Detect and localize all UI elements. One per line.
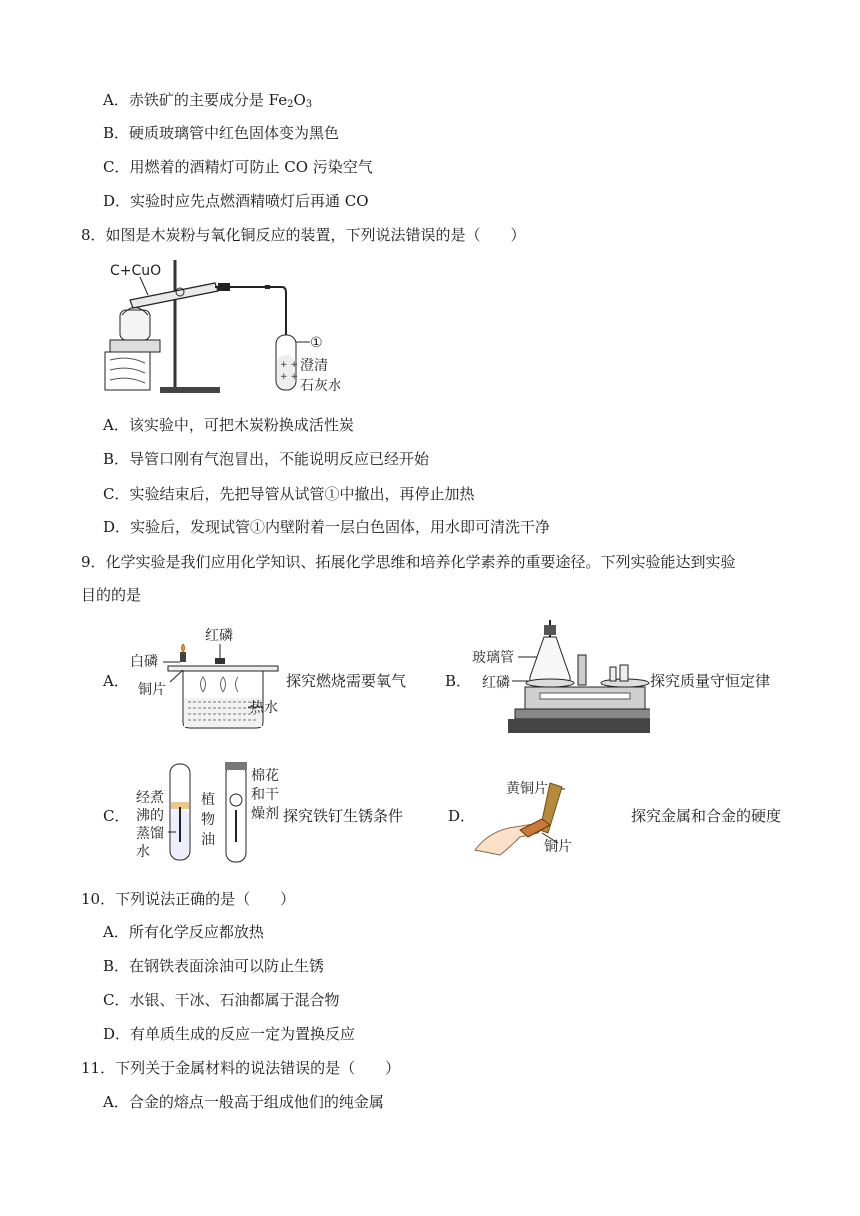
svg-text:棉花: 棉花 — [251, 768, 279, 784]
q8-option-a: A．该实验中，可把木炭粉换成活性炭 — [103, 416, 354, 434]
q8-option-d: D．实验后，发现试管①内壁附着一层白色固体，用水即可清洗干净 — [103, 518, 551, 536]
q9-option-c-letter: C． — [103, 807, 130, 825]
svg-text:红磷: 红磷 — [205, 628, 233, 644]
q10-option-a: A．所有化学反应都放热 — [103, 923, 264, 941]
q8-stem: 8．如图是木炭粉与氧化铜反应的装置，下列说法错误的是（ ） — [81, 226, 526, 244]
q8-apparatus-figure — [100, 255, 340, 400]
svg-text:+ +: + + — [280, 372, 298, 382]
q9-option-b-letter: B． — [445, 672, 472, 690]
q9-c-figure — [128, 762, 288, 867]
q8-label-limewater-2: 石灰水 — [300, 378, 340, 394]
svg-text:沸的: 沸的 — [136, 808, 164, 824]
q11-stem: 11．下列关于金属材料的说法错误的是（ ） — [81, 1059, 401, 1077]
svg-text:玻璃管: 玻璃管 — [472, 650, 514, 666]
q8-option-c: C．实验结束后，先把导管从试管①中撤出，再停止加热 — [103, 485, 475, 503]
q9-stem-line2: 目的的是 — [81, 586, 142, 604]
q10-stem: 10．下列说法正确的是（ ） — [81, 890, 296, 908]
q9-b-figure — [470, 615, 650, 745]
q10-option-b: B．在钢铁表面涂油可以防止生锈 — [103, 957, 325, 975]
q8-label-limewater-1: 澄清 — [300, 358, 328, 374]
svg-text:黄铜片: 黄铜片 — [506, 781, 548, 797]
q11-option-a: A．合金的熔点一般高于组成他们的纯金属 — [103, 1093, 384, 1111]
q9-option-c-text: 探究铁钉生锈条件 — [283, 807, 404, 825]
svg-text:红磷: 红磷 — [482, 675, 510, 691]
q8-option-b: B．导管口刚有气泡冒出，不能说明反应已经开始 — [103, 450, 430, 468]
svg-text:植: 植 — [201, 792, 215, 808]
q9-stem-line1: 9．化学实验是我们应用化学知识、拓展化学思维和培养化学素养的重要途径。下列实验能达到实验 — [81, 553, 736, 571]
q9-option-a-letter: A． — [103, 672, 129, 690]
svg-text:+ +: + + — [280, 360, 298, 370]
q9-a-figure — [128, 622, 288, 732]
svg-text:热水: 热水 — [250, 700, 278, 716]
svg-text:铜片: 铜片 — [138, 682, 166, 698]
q7-option-a: A．赤铁矿的主要成分是 $Fe_2O_3$ — [103, 91, 313, 110]
q9-option-d-text-visible: 探究金属和合金的硬度 — [631, 807, 782, 825]
svg-text:水: 水 — [136, 844, 150, 860]
q9-option-d-letter: D． — [448, 807, 476, 825]
svg-text:经煮: 经煮 — [136, 790, 164, 806]
svg-text:物: 物 — [201, 812, 215, 828]
q9-d-figure — [470, 775, 630, 865]
svg-text:燥剂: 燥剂 — [251, 806, 279, 822]
q10-option-d: D．有单质生成的反应一定为置换反应 — [103, 1025, 356, 1043]
q7-option-d: D．实验时应先点燃酒精喷灯后再通 CO — [103, 192, 369, 210]
q7-option-b: B．硬质玻璃管中红色固体变为黑色 — [103, 124, 340, 142]
svg-text:油: 油 — [201, 832, 215, 848]
svg-text:蒸馏: 蒸馏 — [136, 826, 164, 842]
svg-text:铜片: 铜片 — [544, 839, 572, 855]
q7-option-c: C．用燃着的酒精灯可防止 CO 污染空气 — [103, 158, 373, 176]
q10-option-c: C．水银、干冰、石油都属于混合物 — [103, 991, 340, 1009]
q9-option-b-text: 探究质量守恒定律 — [650, 672, 771, 690]
q8-label-reactants: C+CuO — [110, 263, 162, 279]
q8-label-tube: ① — [310, 335, 323, 351]
svg-text:白磷: 白磷 — [130, 654, 158, 670]
q9-option-a-text: 探究燃烧需要氧气 — [286, 672, 407, 690]
svg-text:和干: 和干 — [251, 787, 279, 803]
